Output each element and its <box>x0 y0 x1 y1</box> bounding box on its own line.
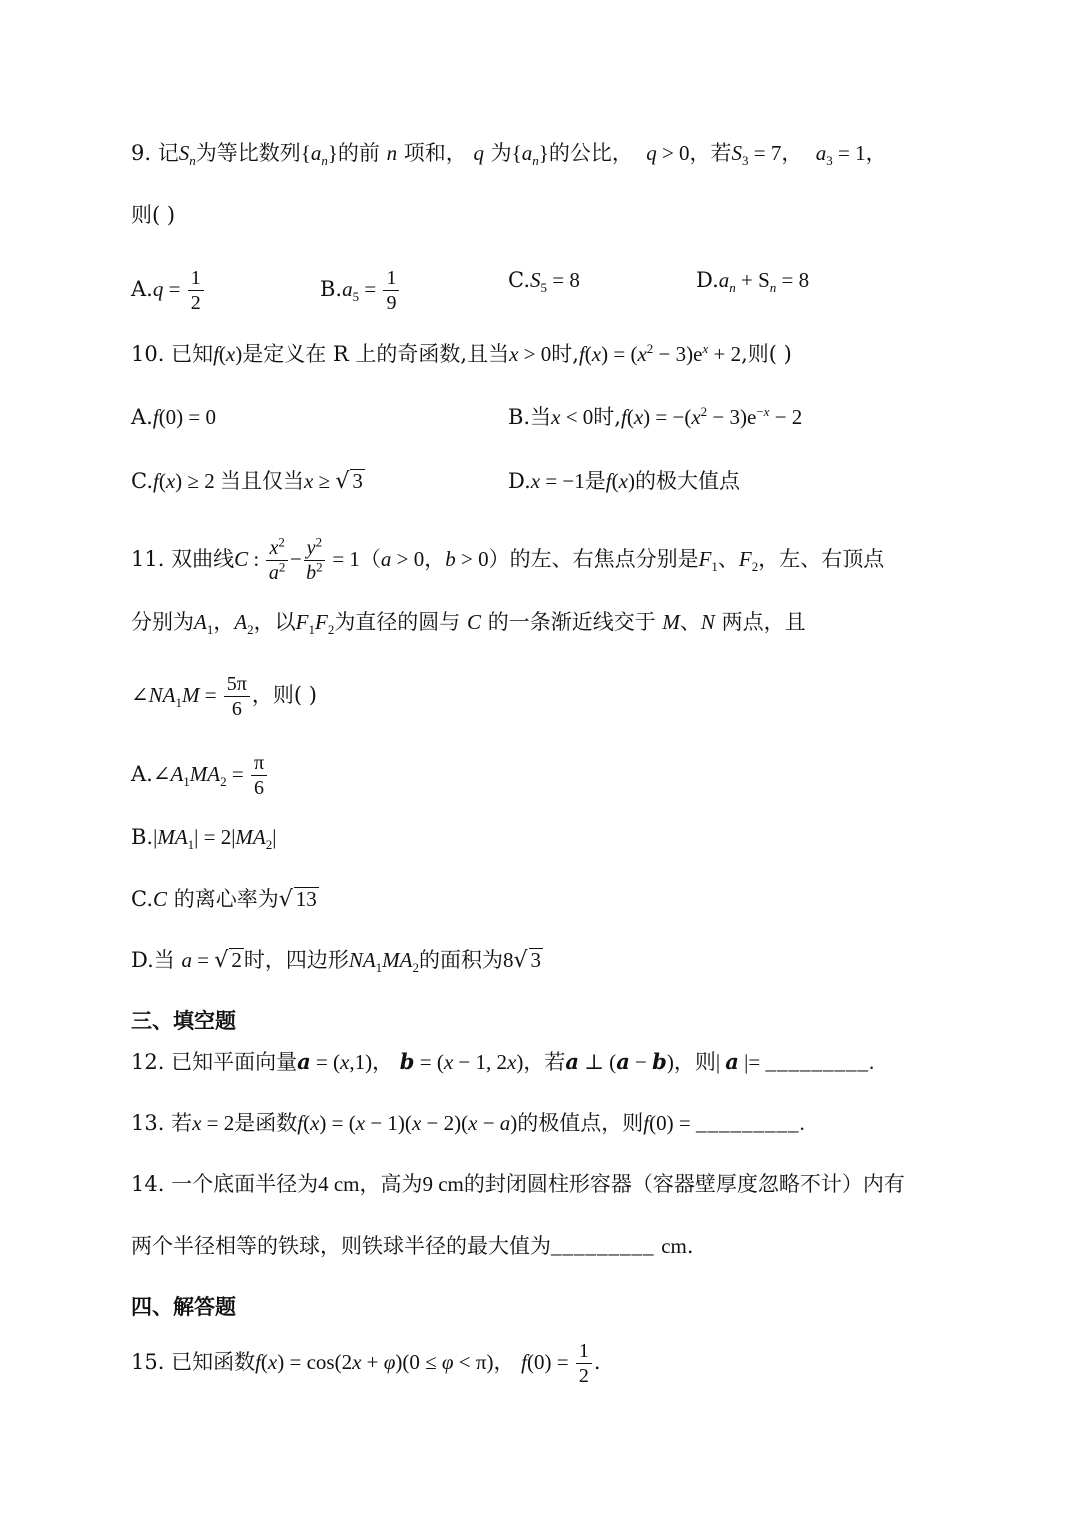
q13-answer-blank[interactable]: _________. <box>695 1111 806 1135</box>
question-12: 12. 已知平面向量a = (x,1)， b = (x − 1, 2x)，若a ⊥ (a − b)，则| a |= _________. <box>131 1049 876 1074</box>
question-11-line-3: $\angle NA_1M$ = $\frac{5\pi}{6}$ ，则( ) <box>131 673 317 720</box>
question-14-line-1: 14. 一个底面半径为4 cm，高为9 cm的封闭圆柱形容器（容器壁厚度忽略不计）内有 <box>131 1172 905 1196</box>
question-13: 13. 若x = 2是函数f(x) = (x − 1)(x − 2)(x − a)的极值点，则f(0) = _________. <box>131 1111 806 1135</box>
q14-answer-blank[interactable]: _________ <box>551 1234 655 1258</box>
q10-option-d: D.x = −1是f(x)的极大值点 <box>508 469 740 493</box>
q11-option-d: D.当 a = √ 2时，四边形$NA_1MA_2$的面积为8√ 3 <box>131 948 542 976</box>
q9-text: 9. 记 <box>131 141 179 165</box>
q9-option-a: A.q = $\frac{1}{2}$ <box>131 266 206 315</box>
q9-option-b: $B.a_5$ = $\frac{1}{9}$ <box>320 266 401 315</box>
q11-option-a: $A.\angle A_1MA_2$ = $\frac{\pi}{6}$ <box>131 751 269 800</box>
q9-option-c: $C.S_5 = 8$ <box>508 268 580 296</box>
q9-option-d: $D.a_n + S_n = 8$ <box>696 268 810 296</box>
question-11-line-1: 11. 双曲线C : $\frac{x^2}{a^2}$ − $\frac{y^2}{b^2}$ = 1（a > 0，b > 0）的左、右焦点分别是$F_1$、$F_2$，左、右顶点 <box>131 534 885 584</box>
q12-answer-blank[interactable]: _________. <box>765 1050 876 1074</box>
q10-option-b: B.当x < 0时$,f(x) = -(x^2 - 3)e^{-x} - 2$ <box>508 404 803 429</box>
question-9-ask: 则( ) <box>131 203 176 227</box>
q11-option-c: C.C 的离心率为√ 13 <box>131 887 317 912</box>
q10-option-c: C.f(x) ≥ 2 当且仅当x ≥ √ 3 <box>131 469 363 494</box>
q11-option-b: $B.|MA_1| = 2|MA_2|$ <box>131 825 277 853</box>
q10-option-a: A.f(0) = 0 <box>131 405 217 429</box>
section-heading-fill-in: 三、填空题 <box>131 1009 236 1033</box>
question-11-line-2: 分别为$A_1$，$A_2$，以$F_1F_2$为直径的圆与 C 的一条渐近线交于 M、N 两点，且 <box>131 610 806 638</box>
question-10-stem: 10. 已知f(x)是定义在 R 上的奇函数,且当x > 0时$,f(x) = (x^2 - 3)e^x + 2$,则( ) <box>131 341 792 366</box>
section-heading-answer: 四、解答题 <box>131 1295 236 1319</box>
question-9-line-1: 9. 记$S_n$为等比数列$\{a_n\}$的前 n 项和， q 为$\{a_n\}$的公比， q > 0，若$S_3 = 7$， $a_3 = 1$， <box>131 141 887 169</box>
question-15: 15. 已知函数f(x) = cos(2x + φ)(0 ≤ φ < π)， f(0) = $\frac{1}{2}$ . <box>131 1340 601 1387</box>
question-14-line-2: 两个半径相等的铁球，则铁球半径的最大值为_________ cm. <box>131 1234 694 1258</box>
